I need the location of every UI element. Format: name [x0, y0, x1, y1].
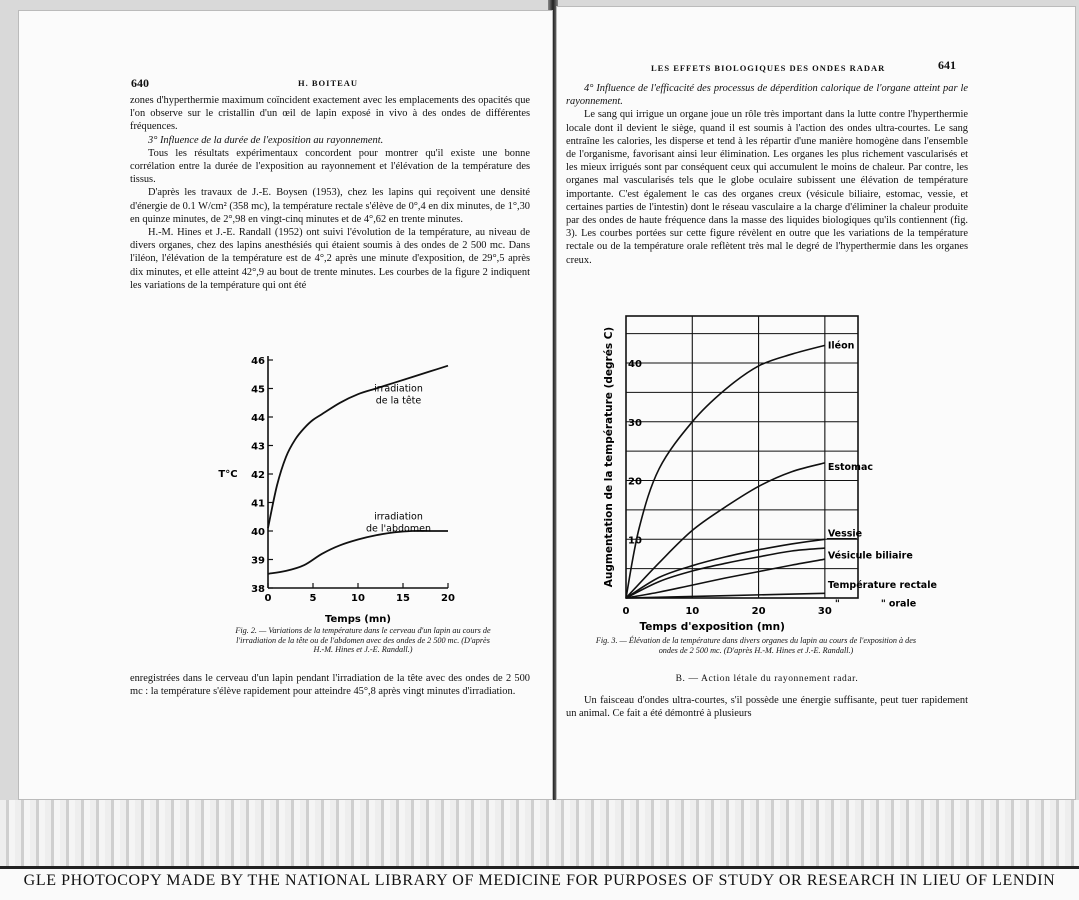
series-label: de l'abdomen [366, 523, 431, 535]
y-tick-label: 41 [251, 498, 265, 510]
series-line-abdomen [268, 531, 448, 574]
x-tick-label: 0 [622, 606, 630, 617]
x-tick-label: 10 [351, 593, 365, 604]
y-tick-label: 43 [251, 441, 265, 453]
curve-label: " [880, 598, 886, 610]
paragraph: Le sang qui irrigue un organe joue un rôle très important dans la lutte contre l'hyperthermie locale dont il devient le siège, quand il est soumis à l'action des ondes ultra-courtes. Le sang entraîne les calories, les disperse et tend à les répartir d'une manière homogène dans l'ensemble de l'organisme, favorisant ainsi leur élimination. Les organes les plus richement vascularisés et les mieux irrigués sont par conséquent ceux qui accumulent le moins de chaleur. Par contre, les organes mal vascularisés tels que le globe oculaire subissent une élévation de température importante. C'est également le cas des organes creux (vésicule biliaire, estomac, vessie, et certaines parties de l'intestin) dont le réseau vasculaire a la charge d'éliminer la chaleur produite par des ondes de haute fréquence dans la masse des liquides biologiques qu'ils contiennent (fig. 3). Les courbes portées sur cette figure révèlent en outre que les variations de la température rectale ou de la température orale reflètent très mal le degré de l'hyperthermie dans les organes creux. [566, 109, 968, 266]
paragraph: Un faisceau d'ondes ultra-courtes, s'il possède une énergie suffisante, peut tuer rapidement un animal. Ce fait a été démontré à plusieurs [566, 695, 968, 720]
plot-frame [626, 316, 858, 598]
scan-edge [0, 800, 1079, 866]
curve-label: Vésicule biliaire [827, 550, 913, 562]
series-label: irradiation [374, 383, 423, 395]
y-tick-label: 42 [251, 470, 265, 481]
curve-label: Vessie [827, 528, 863, 540]
footer-stamp: GLE PHOTOCOPY MADE BY THE NATIONAL LIBRARY OF MEDICINE FOR PURPOSES OF STUDY OR RESEARCH IN LIEU OF LENDIN [23, 872, 1056, 889]
left-page [18, 10, 553, 800]
x-tick-label: 5 [309, 593, 317, 604]
x-axis-label: Temps d'exposition (mn) [639, 621, 785, 632]
x-tick-label: 10 [685, 606, 700, 617]
figure-3-chart [586, 302, 946, 632]
section-title: B. — Action létale du rayonnement radar. [675, 674, 859, 684]
y-tick-label: 38 [251, 584, 265, 595]
y-tick-label: 40 [628, 359, 642, 370]
x-tick-label: 30 [817, 606, 832, 617]
right-body-text [566, 82, 968, 267]
section-heading: 4° Influence de l'efficacité des processus de déperdition calorique de l'organe atteint par le rayonnement. [566, 83, 968, 108]
curve-label: orale [888, 598, 917, 610]
series-label: irradiation [374, 511, 423, 523]
curve-label: Estomac [827, 461, 874, 473]
right-page-number: 641 [938, 58, 956, 72]
series-label: de la tête [375, 395, 422, 407]
right-body-bottom [566, 694, 968, 720]
left-body-bottom [130, 672, 530, 698]
series-line-ileon [626, 345, 825, 598]
curve-label: " [834, 598, 840, 610]
y-tick-label: 40 [251, 527, 265, 538]
curve-label: Température rectale [827, 580, 937, 592]
left-body-text [130, 94, 530, 292]
figure-2-chart [198, 340, 498, 625]
left-page-number: 640 [131, 76, 149, 90]
paragraph: D'après les travaux de J.-E. Boysen (1953), chez les lapins qui reçoivent une densité d'énergie de 0.1 W/cm² (358 mc), la température rectale s'élève de 0°,4 en dix minutes, de 1°,30 en quinze minutes, de 2°,98 en vingt-cinq minutes et de 4°,62 en trente minutes. [130, 187, 530, 225]
left-running-head: H. BOITEAU [298, 78, 359, 88]
x-axis-label: Temps (mn) [325, 614, 391, 625]
right-page [556, 6, 1076, 800]
figure-2-caption: Fig. 2. — Variations de la température dans le cerveau d'un lapin au cours de l'irradiation de la tête ou de l'abdomen avec des ondes de 2 500 mc. (D'après H.-M. Hines et J.-E. Randall.) [235, 626, 491, 654]
series-line-vesicule [626, 548, 825, 598]
y-tick-label: 39 [251, 555, 265, 567]
y-tick-label: 46 [251, 356, 265, 367]
x-tick-label: 20 [751, 606, 766, 617]
figure-3-caption: Fig. 3. — Élévation de la température dans divers organes du lapin au cours de l'exposition à des ondes de 2 500 mc. (D'après H.-M. Hines et J.-E. Randall.) [595, 636, 917, 655]
y-axis-label: T°C [218, 468, 238, 480]
y-tick-label: 45 [251, 384, 265, 396]
paragraph: Tous les résultats expérimentaux concordent pour montrer qu'il existe une bonne corrélation entre la durée de l'exposition au rayonnement et l'élévation de la température des tissus. [130, 147, 530, 186]
y-axis-label: Augmentation de la température (degrés C) [603, 326, 615, 588]
x-tick-label: 15 [396, 593, 410, 604]
paragraph: enregistrées dans le cerveau d'un lapin pendant l'irradiation de la tête avec des ondes de 2 500 mc : la température s'élève rapidement pour atteindre 45°,8 après vingt minutes d'irradiation. [130, 673, 530, 698]
y-tick-label: 20 [628, 476, 642, 488]
y-tick-label: 44 [251, 413, 265, 424]
paragraph: zones d'hyperthermie maximum coïncident exactement avec les emplacements des opacités que l'on observe sur le cristallin d'un œil de lapin exposé in vivo à des ondes de différentes fréquences. [130, 95, 530, 133]
x-tick-label: 20 [441, 593, 455, 604]
section-heading: 3° Influence de la durée de l'exposition au rayonnement. [148, 134, 384, 146]
curve-label: Iléon [827, 340, 855, 352]
y-tick-label: 30 [628, 417, 642, 429]
x-tick-label: 0 [264, 593, 272, 604]
y-tick-label: 10 [628, 535, 642, 547]
right-running-head: LES EFFETS BIOLOGIQUES DES ONDES RADAR [651, 63, 886, 73]
paragraph: H.-M. Hines et J.-E. Randall (1952) ont suivi l'évolution de la température, au niveau de divers organes, chez des lapins anesthésiés qui étaient soumis à des ondes de 2 500 mc. Dans l'iléon, l'élévation de la température est de 4°,2 après une minute d'exposition, de 29°,5 après dix minutes, et elle atteint 42°,9 au bout de trente minutes. Les courbes de la figure 2 indiquent les variations de la température qui ont été [130, 227, 530, 291]
